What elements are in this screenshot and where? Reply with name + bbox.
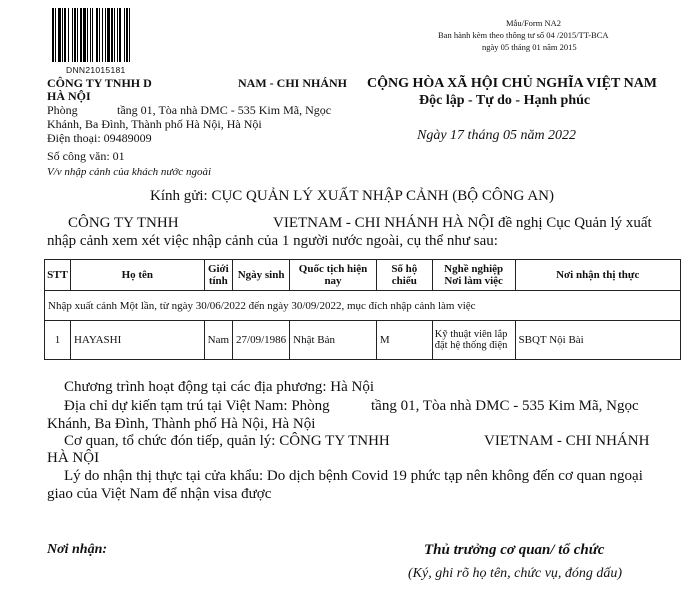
program-line: Chương trình hoạt động tại các địa phương: Hà Nội — [64, 379, 374, 395]
document-number: Số công văn: 01 — [47, 149, 125, 163]
reason-line2: giao của Việt Nam để nhận visa được — [47, 486, 272, 502]
cell-name: HAYASHI — [70, 321, 204, 360]
request-company: CÔNG TY TNHH — [68, 215, 179, 231]
cell-stt: 1 — [45, 321, 71, 360]
signer-title: Thủ trưởng cơ quan/ tổ chức — [424, 542, 605, 558]
cell-dob: 27/09/1986 — [233, 321, 290, 360]
host-organization-city: HÀ NỘI — [47, 450, 100, 466]
temp-address: tầng 01, Tòa nhà DMC - 535 Kim Mã, Ngọc — [371, 398, 639, 414]
temp-address-prefix: Địa chỉ dự kiến tạm trú tại Việt Nam: Phòng — [64, 398, 330, 414]
form-issued-with: Ban hành kèm theo thông tư số 04 /2015/TT-BCA — [438, 30, 609, 40]
company-city: HÀ NỘI — [47, 89, 91, 103]
company-address-line2: Khánh, Ba Đình, Thành phố Hà Nội, Hà Nội — [47, 117, 262, 131]
request-line2: nhập cảnh xem xét việc nhập cảnh của 1 người nước ngoài, cụ thể như sau: — [47, 233, 498, 249]
company-address: tầng 01, Tòa nhà DMC - 535 Kim Mã, Ngọc — [117, 103, 332, 117]
header-stt: STT — [45, 260, 71, 291]
table-row — [45, 321, 681, 360]
table-purpose-row — [45, 291, 681, 321]
company-name-branch: NAM - CHI NHÁNH — [238, 76, 347, 90]
barcode-image — [52, 8, 152, 62]
company-address-prefix: Phòng — [47, 103, 78, 117]
signer-note: (Ký, ghi rõ họ tên, chức vụ, đóng dấu) — [408, 566, 623, 581]
addressee: Kính gửi: CỤC QUẢN LÝ XUẤT NHẬP CẢNH (BỘ CÔNG AN) — [150, 188, 554, 204]
header-gender: Giới tính — [204, 260, 232, 291]
barcode-gap — [130, 8, 132, 62]
header-name: Họ tên — [70, 260, 204, 291]
header-passport: Số hộ chiếu — [376, 260, 432, 291]
national-title: CỘNG HÒA XÃ HỘI CHỦ NGHĨA VIỆT NAM — [367, 76, 658, 91]
recipients-label: Nơi nhận: — [47, 542, 108, 557]
national-motto: Độc lập - Tự do - Hạnh phúc — [419, 93, 591, 108]
barcode-number: DNN21015181 — [66, 65, 126, 75]
form-number: Mẫu/Form NA2 — [506, 18, 562, 28]
request-line1: VIETNAM - CHI NHÁNH HÀ NỘI đề nghị Cục Quản lý xuất — [273, 215, 652, 231]
cell-passport: M — [376, 321, 432, 360]
document-date: Ngày 17 tháng 05 năm 2022 — [417, 128, 577, 143]
company-phone: Điện thoại: 09489009 — [47, 131, 152, 145]
table-header-row — [45, 260, 681, 291]
temp-address-line2: Khánh, Ba Đình, Thành phố Hà Nội, Hà Nội — [47, 416, 316, 432]
form-issued-date: ngày 05 tháng 01 năm 2015 — [482, 42, 577, 52]
header-dob: Ngày sinh — [233, 260, 290, 291]
foreigner-table — [44, 259, 681, 360]
header-visa-place: Nơi nhận thị thực — [515, 260, 680, 291]
cell-gender: Nam — [204, 321, 232, 360]
company-name: CÔNG TY TNHH D — [47, 76, 152, 90]
document-subject: V/v nhập cảnh của khách nước ngoài — [47, 166, 211, 178]
cell-occupation: Kỹ thuật viên lắp đặt hệ thống điện — [432, 321, 515, 360]
header-nationality: Quốc tịch hiện nay — [290, 260, 377, 291]
host-organization: Cơ quan, tổ chức đón tiếp, quản lý: CÔNG TY TNHH — [64, 433, 390, 449]
reason-line1: Lý do nhận thị thực tại cửa khẩu: Do dịch bệnh Covid 19 phức tạp nên không đến cơ quan ngoại — [64, 468, 643, 484]
cell-nationality: Nhật Bản — [290, 321, 377, 360]
host-organization-branch: VIETNAM - CHI NHÁNH — [484, 433, 650, 449]
cell-visa-place: SBQT Nội Bài — [515, 321, 680, 360]
entry-purpose: Nhập xuất cảnh Một lần, từ ngày 30/06/2022 đến ngày 30/09/2022, mục đích nhập cảnh làm việc — [45, 291, 681, 321]
header-occupation: Nghề nghiệp Nơi làm việc — [432, 260, 515, 291]
